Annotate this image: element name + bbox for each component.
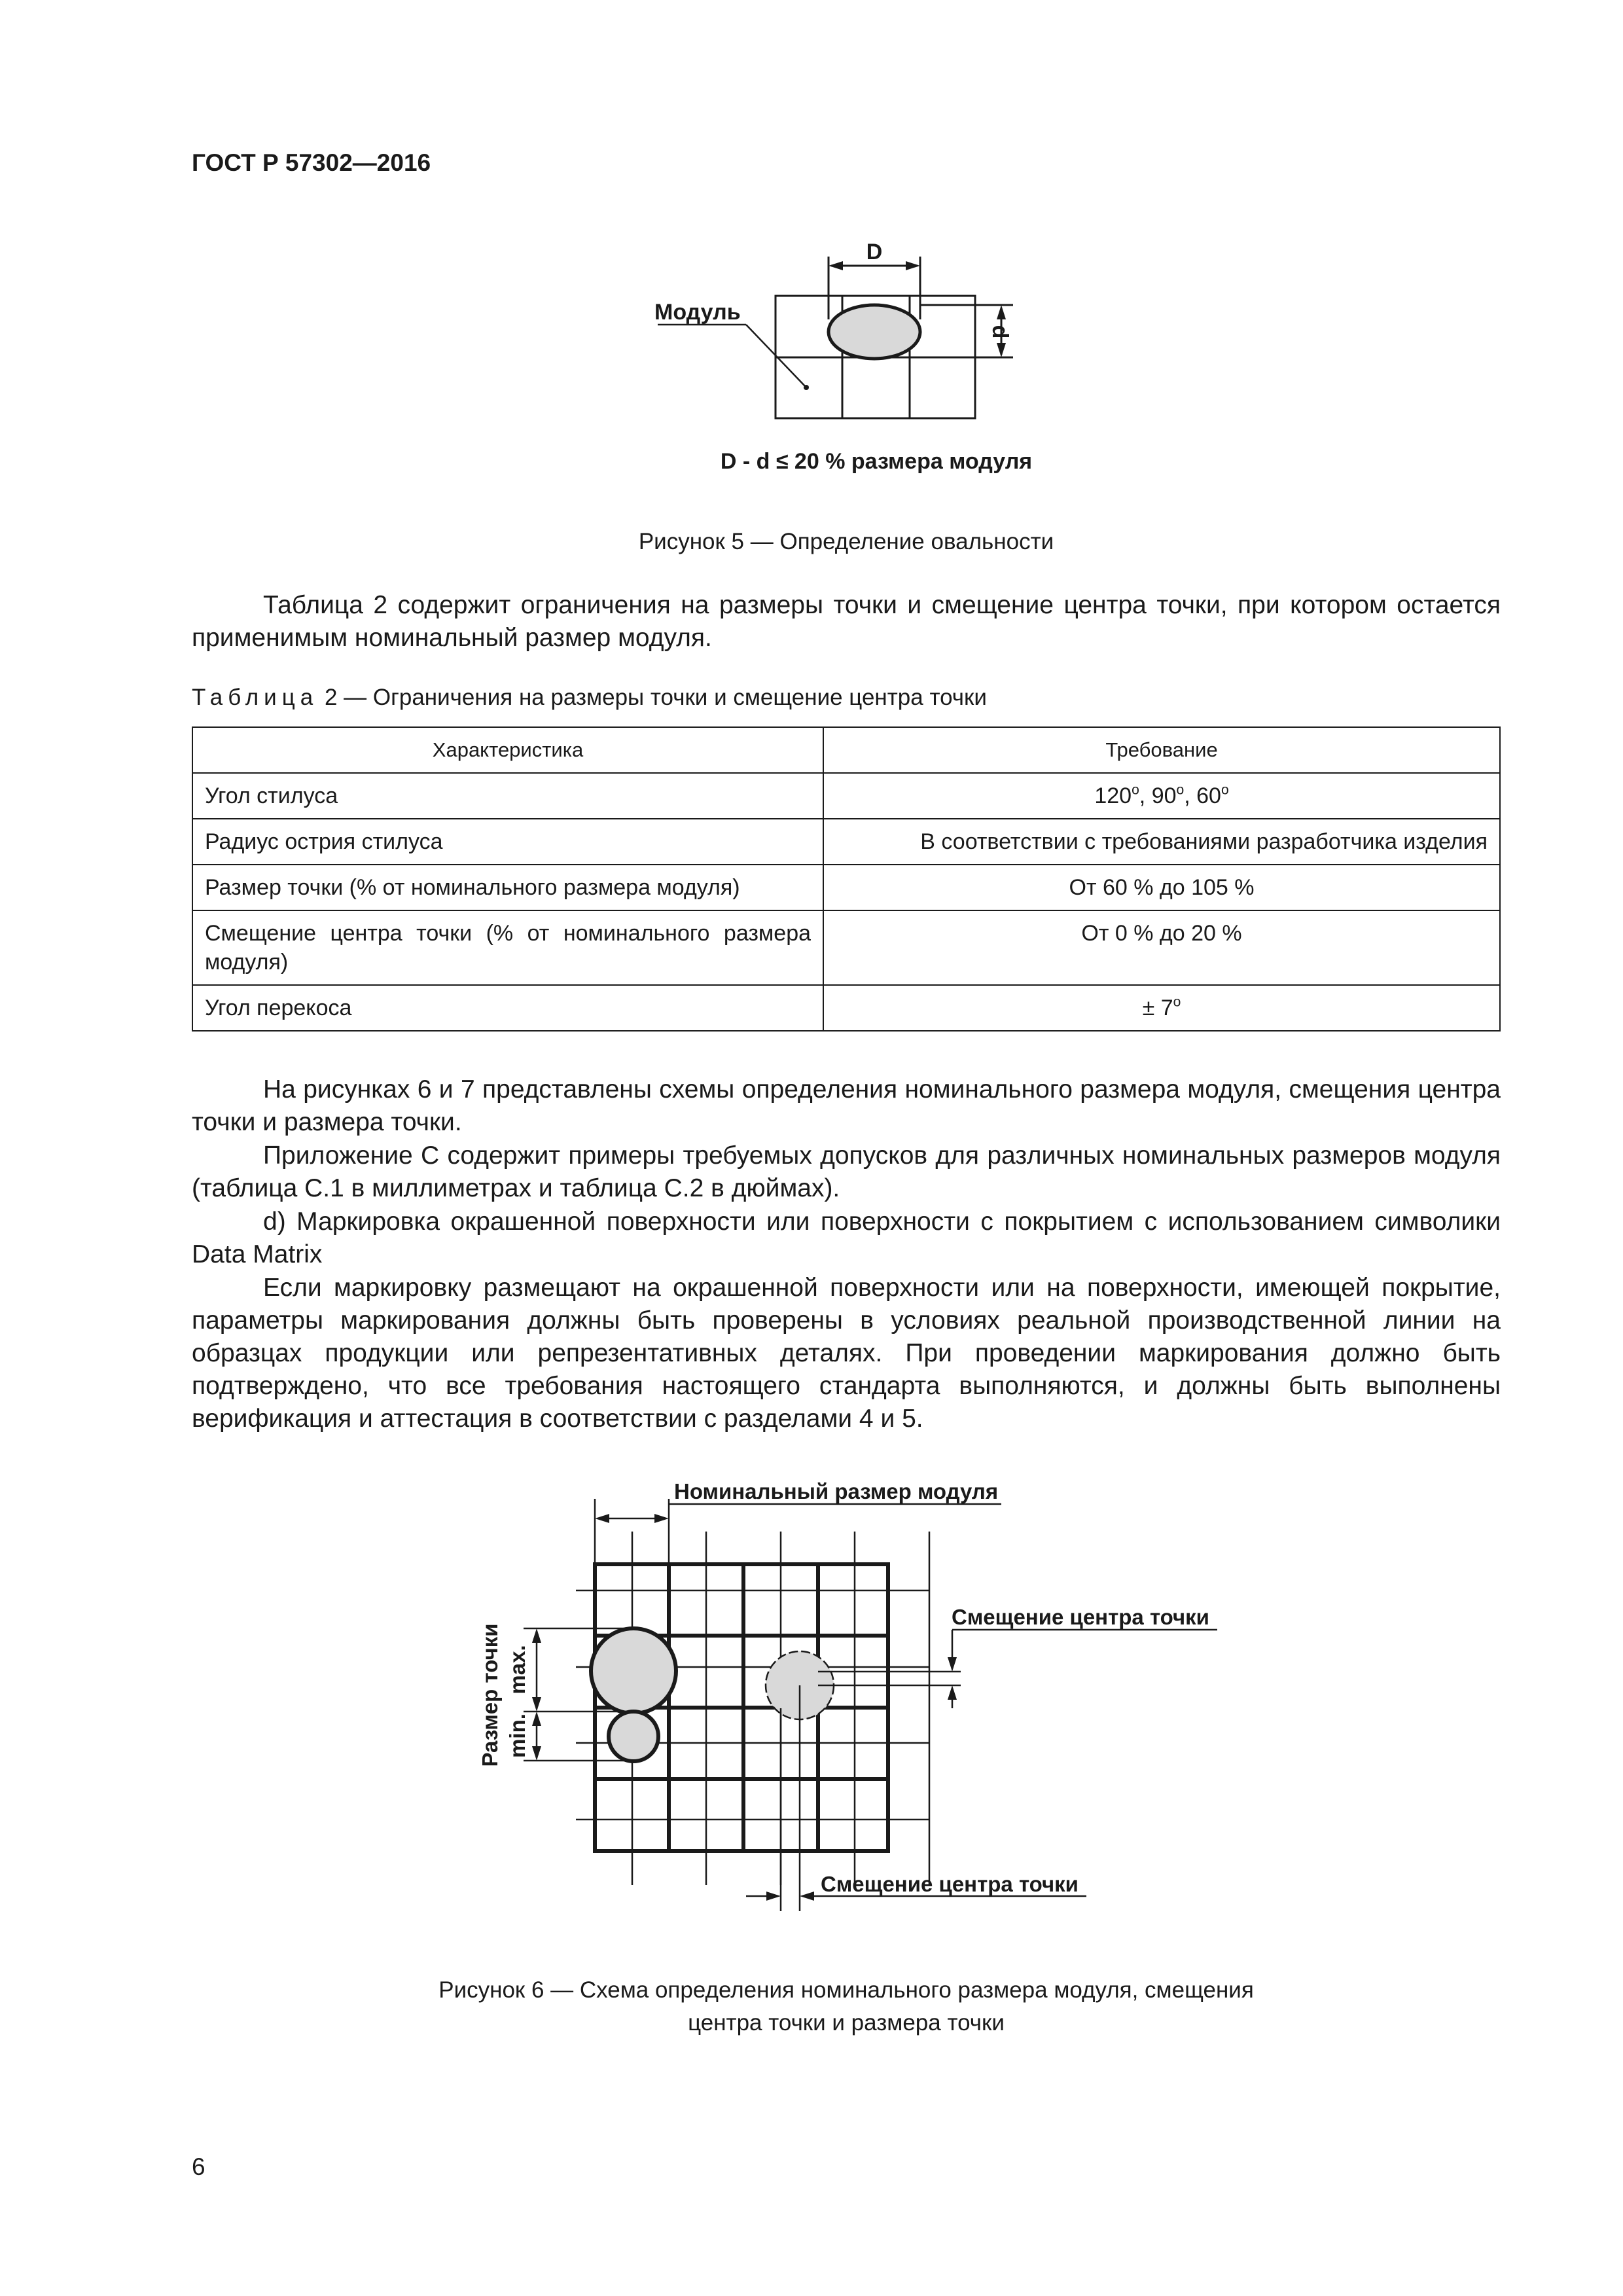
table-2-title	[192, 685, 987, 711]
table-header-row	[192, 727, 1500, 773]
module-grid-outline	[776, 296, 975, 418]
figure-6-caption	[192, 1974, 1501, 2039]
paragraph-item-d: d) Маркировка окрашенной поверхности или поверхности с покрытием с использованием символики Data Matrix	[192, 1208, 1501, 1268]
dot-max	[591, 1628, 676, 1713]
figure-6-caption-line-1: Рисунок 6 — Схема определения номинального размера модуля, смещения	[438, 1977, 1254, 2003]
table-cell-requirement: 120$^o$, 90$^o$, 60$^o$	[823, 773, 1500, 819]
document-header: ГОСТ Р 57302—2016	[192, 149, 431, 176]
paragraph-painted-surface: Если маркировку размещают на окрашенной поверхности или на поверхности, имеющей покрытие, параметры маркирования должны быть проверены в условиях реальной производственной линии на образцах продукции или репрезентативных деталях. При проведении маркирования должно быть подтверждено, что все требования настоящего стандарта выполняются, и должны быть выполнены верификация и аттестация в соответствии с разделами 4 и 5.	[192, 1274, 1501, 1433]
paragraph-table-intro: Таблица 2 содержит ограничения на размеры точки и смещение центра точки, при котором остается применимым номинальный размер модуля.	[192, 591, 1501, 652]
table-header-requirement: Требование	[823, 727, 1500, 773]
table-cell-requirement: От 0 % до 20 %	[823, 910, 1500, 985]
table-row	[192, 865, 1500, 910]
table-cell-characteristic: Радиус острия стилуса	[192, 819, 823, 865]
figure-5-caption: Рисунок 5 — Определение овальности	[638, 529, 1054, 554]
label-max: max.	[505, 1645, 529, 1695]
table-cell-requirement: В соответствии с требованиями разработчика изделия	[823, 819, 1500, 865]
table-cell-characteristic: Смещение центра точки (% от номинального размера модуля)	[192, 910, 823, 985]
paragraph-figures-intro: На рисунках 6 и 7 представлены схемы определения номинального размера модуля, смещения центра точки и размера точки.	[192, 1075, 1501, 1136]
figure-6-caption-line-2: центра точки и размера точки	[688, 2010, 1005, 2036]
table-header-characteristic: Характеристика	[192, 727, 823, 773]
table-cell-requirement: ± $7^o$	[823, 985, 1500, 1031]
table-row	[192, 773, 1500, 819]
label-offset-bottom: Смещение центра точки	[821, 1872, 1079, 1896]
label-min: min.	[505, 1713, 529, 1758]
table-cell-characteristic: Угол перекоса	[192, 985, 823, 1031]
table-cell-requirement: От 60 % до 105 %	[823, 865, 1500, 910]
label-D: D	[866, 240, 883, 264]
table-row	[192, 910, 1500, 985]
label-nominal-size: Номинальный размер модуля	[674, 1479, 999, 1503]
table-2	[192, 726, 1501, 1031]
table-row	[192, 985, 1500, 1031]
dot-min	[609, 1712, 658, 1761]
label-offset-right: Смещение центра точки	[952, 1605, 1209, 1629]
table-cell-characteristic: Угол стилуса	[192, 773, 823, 819]
table-2-title-word: Таблица	[192, 685, 319, 710]
page-number: 6	[192, 2153, 205, 2180]
label-module: Модуль	[654, 300, 741, 325]
label-d: d	[988, 325, 1012, 339]
formula: D - d ≤ 20 % размера модуля	[720, 449, 1033, 474]
label-dot-size: Размер точки	[478, 1623, 502, 1767]
paragraph-appendix-c: Приложение С содержит примеры требуемых допусков для различных номинальных размеров модуля (таблица С.1 в миллиметрах и таблица С.2 в дюймах).	[192, 1141, 1501, 1202]
table-row	[192, 819, 1500, 865]
table-cell-characteristic: Размер точки (% от номинального размера модуля)	[192, 865, 823, 910]
oval-dot	[829, 305, 920, 359]
dot-offset	[766, 1651, 834, 1719]
table-2-title-rest: 2 — Ограничения на размеры точки и смещение центра точки	[324, 685, 987, 710]
